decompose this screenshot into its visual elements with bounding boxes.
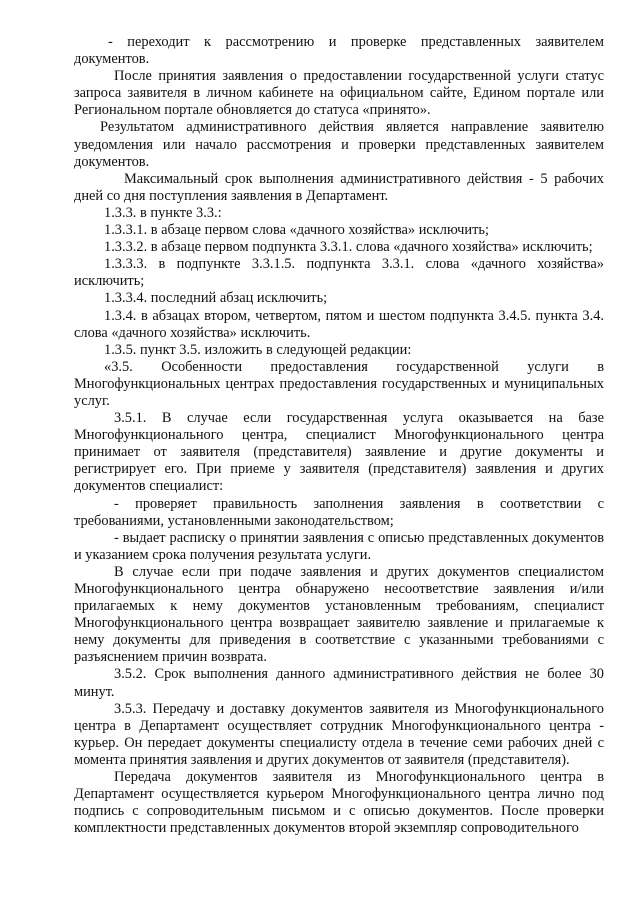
document-body [74, 34, 604, 837]
clause-1-3-5: 1.3.5. пункт 3.5. изложить в следующей редакции: [104, 341, 412, 358]
list-item-issues-receipt: - выдает расписку о принятии заявления с описью представленных документов и указанием срока получения результата услуги. [74, 529, 604, 563]
clause-1-3-3-2: 1.3.3.2. в абзаце первом подпункта 3.3.1. слова «дачного хозяйства» исключить; [104, 239, 593, 256]
clause-3-5-1: 3.5.1. В случае если государственная услуга оказывается на базе Многофункционального центра, специалист Многофункционального центра принимает от заявителя (представителя) заявление и другие документы и регистрирует его. При приеме у заявителя (представителя) заявления и других документов специалист: [74, 410, 604, 495]
paragraph-proceeds-review: - переходит к рассмотрению и проверке представленных заявителем документов. [74, 34, 604, 68]
clause-1-3-3-1: 1.3.3.1. в абзаце первом слова «дачного хозяйства» исключить; [104, 222, 489, 239]
clause-1-3-3-3: 1.3.3.3. в подпункте 3.3.1.5. подпункта 3.3.1. слова «дачного хозяйства» исключить; [74, 256, 604, 290]
clause-3-5-3: 3.5.3. Передачу и доставку документов заявителя из Многофункционального центра в Департамент осуществляет сотрудник Многофункционального центра - курьер. Он передает документы специалисту отдела в течение семи рабочих дней с момента принятия заявления и других документов от заявителя (представителя). [74, 700, 604, 768]
paragraph-return-documents: В случае если при подаче заявления и других документов специалистом Многофункционального центра обнаружено несоответствие заявления и/или прилагаемых к нему документов установленным требованиям, специалист Многофункционального центра возвращает заявителю заявление и прилагаемые к нему документы для приведения в соответствие с указанными требованиями с разъяснением причин возврата. [74, 563, 604, 666]
paragraph-status-accepted: После принятия заявления о предоставлении государственной услуги статус запроса заявителя в личном кабинете на официальном сайте, Едином портале или Региональном портале обновляется до статуса «принято». [74, 68, 604, 119]
clause-3-5-heading: «3.5. Особенности предоставления государственной услуги в Многофункциональных центрах предоставления государственных и муниципальных услуг. [74, 358, 604, 409]
list-item-checks-correctness: - проверяет правильность заполнения заявления в соответствии с требованиями, установленными законодательством; [74, 495, 604, 529]
paragraph-action-result: Результатом административного действия является направление заявителю уведомления или начало рассмотрения и проверки представленных заявителем документов. [74, 119, 604, 170]
clause-3-5-2: 3.5.2. Срок выполнения данного административного действия не более 30 минут. [74, 666, 604, 700]
paragraph-courier-transfer: Передача документов заявителя из Многофункционального центра в Департамент осуществляется курьером Многофункционального центра лично под подпись с сопроводительным письмом и с описью документов. После проверки комплектности представленных документов второй экземпляр сопроводительного [74, 769, 604, 837]
clause-1-3-3: 1.3.3. в пункте 3.3.: [104, 204, 222, 221]
clause-1-3-3-4: 1.3.3.4. последний абзац исключить; [104, 290, 328, 307]
paragraph-max-term: Максимальный срок выполнения административного действия - 5 рабочих дней со дня поступления заявления в Департамент. [74, 170, 604, 204]
clause-1-3-4: 1.3.4. в абзацах втором, четвертом, пятом и шестом подпункта 3.4.5. пункта 3.4. слова «дачного хозяйства» исключить. [74, 307, 604, 341]
